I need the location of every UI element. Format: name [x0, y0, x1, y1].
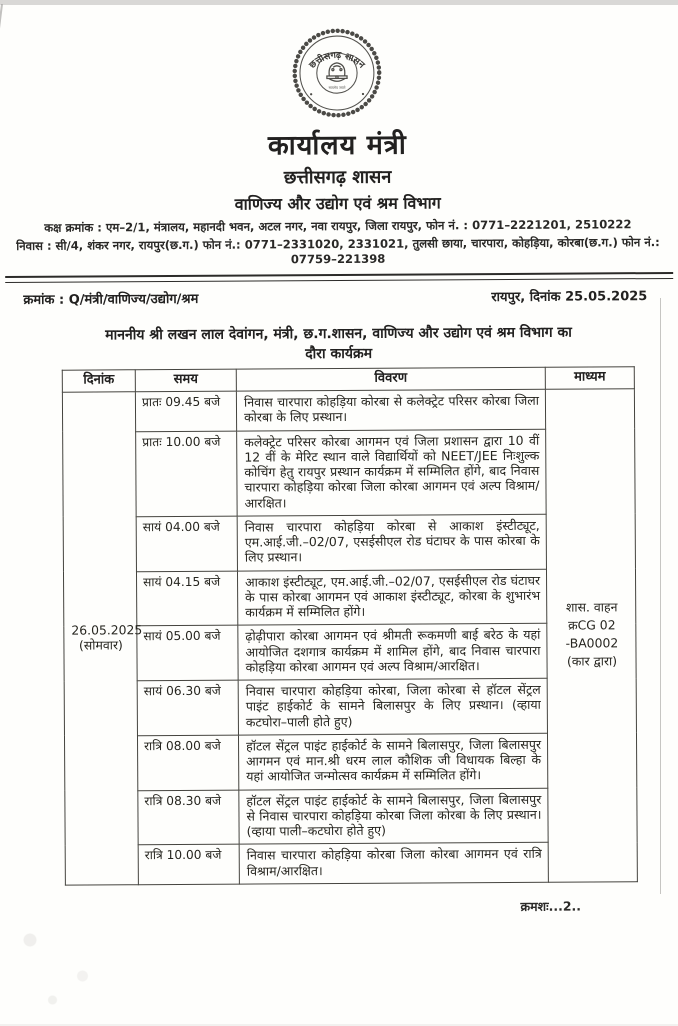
- time-cell: सायं 04.00 बजे: [136, 516, 237, 571]
- details-cell: निवास चारपारा कोहड़िया कोरबा से आकाश इंस्टीट्यूट, एम.आई.जी.–02/07, एसईसीएल रोड घंटाघर के पास कोरबा के लिए प्रस्थान।: [237, 514, 546, 571]
- medium-line: शास. वाहन: [565, 599, 618, 615]
- column-header-time: समय: [135, 370, 236, 392]
- seal-motto-text: सत्यमेव जयते: [328, 85, 346, 90]
- column-header-details: विवरण: [236, 368, 545, 392]
- lion-capital-icon: [327, 63, 347, 81]
- time-cell: रात्रि 10.00 बजे: [138, 845, 239, 885]
- time-cell: सायं 05.00 बजे: [137, 626, 238, 681]
- chhattisgarh-state-emblem-icon: [289, 25, 386, 122]
- residence-address-line: निवास : सी/4, शंकर नगर, रायपुर(छ.ग.) फोन नं.: 0771–2331020, 2331021, तुलसी छाया, चारपारा, कोहड़िया, कोरबा(छ.ग.) फोन नं.: 07759–221398: [16, 235, 660, 267]
- place-and-date: रायपुर, दिनांक 25.05.2025: [491, 289, 648, 306]
- details-cell: हॉटल सेंट्रल पाइंट हाईकोर्ट के सामने बिलासपुर, जिला बिलासपुर आगमन एवं मान.श्री धरम लाल कौशिक जी विधायक बिल्हा के यहां आयोजित जन्मोत्सव कार्यक्रम में सम्मिलित होंगे।: [238, 733, 547, 790]
- government-name: छत्तीसगढ़ शासन: [283, 166, 392, 189]
- time-cell: प्रातः 10.00 बजे: [136, 431, 238, 517]
- details-cell: हॉटल सेंट्रल पाइंट हाईकोर्ट के सामने बिलासपुर, जिला बिलासपुर से निवास चारपारा कोहड़िया कोरबा जिला कोरबा के लिए प्रस्थान। (व्हाया पाली–कटघोरा होते हुए): [239, 788, 548, 845]
- time-cell: रात्रि 08.00 बजे: [137, 735, 238, 790]
- details-cell: कलेक्ट्रेट परिसर कोरबा आगमन एवं जिला प्रशासन द्वारा 10 वीं 12 वीं के मेरिट स्थान वाले विद्यार्थियों को NEET/JEE निःशुल्क कोचिंग हेतु रायपुर प्रस्थान कार्यक्रम में सम्मिलित होंगे, बाद निवास चारपारा कोहड़िया कोरबा जिला कोरबा आगमन एवं अल्प विश्राम/आरक्षित।: [237, 429, 547, 516]
- details-cell: ढ़ोढ़ीपारा कोरबा आगमन एवं श्रीमती रूकमणी बाई बरेठ के यहां आयोजित दशगात्र कार्यक्रम में शामिल होंगे, बाद निवास चारपारा कोहड़िया कोरबा आगमन एवं अल्प विश्राम/आरक्षित।: [238, 624, 547, 681]
- time-cell: रात्रि 08.30 बजे: [138, 790, 239, 845]
- seal-dot-right: [362, 93, 364, 95]
- table-row: [62, 389, 634, 432]
- medium-line: (कार द्वारा): [566, 653, 618, 669]
- department-name: वाणिज्य और उद्योग एवं श्रम विभाग: [234, 193, 441, 214]
- office-address-line: कक्ष क्रमांक : एम–2/1, मंत्रालय, महानदी भवन, अटल नगर, नवा रायपुर, जिला रायपुर, फोन नं. : 0771–2221201, 2510222: [44, 217, 632, 235]
- column-header-medium: माध्यम: [545, 367, 634, 389]
- details-cell: आकाश इंस्टीट्यूट, एम.आई.जी.–02/07, एसईसीएल रोड घंटाघर के पास कोरबा आगमन एवं आकाश इंस्टीट्यूट, कोरबा के शुभारंभ कार्यक्रम में सम्मिलित होंगे।: [237, 569, 546, 626]
- date-weekday: (सोमवार): [78, 637, 123, 653]
- reference-number: क्रमांक : Q/मंत्री/वाणिज्य/उद्योग/श्रम: [23, 292, 199, 309]
- subject-title-line1: माननीय श्री लखन लाल देवांगन, मंत्री, छ.ग.शासन, वाणिज्य और उद्योग एवं श्रम विभाग का: [105, 324, 572, 344]
- subject-title-line2: दौरा कार्यक्रम: [305, 346, 373, 363]
- header-divider: [5, 272, 673, 283]
- time-cell: सायं 06.30 बजे: [137, 680, 238, 735]
- date-cell: [62, 392, 143, 885]
- tour-schedule-table: [62, 367, 638, 886]
- details-cell: निवास चारपारा कोहड़िया कोरबा से कलेक्ट्रेट परिसर कोरबा जिला कोरबा के लिए प्रस्थान।: [236, 389, 545, 430]
- medium-cell: [545, 389, 637, 882]
- details-cell: निवास चारपारा कोहड़िया कोरबा जिला कोरबा आगमन एवं रात्रि विश्राम/आरक्षित।: [239, 843, 548, 884]
- seal-curved-text: छत्तीसगढ़ शासन: [307, 50, 367, 71]
- state-emblem: [0, 23, 676, 123]
- details-cell: निवास चारपारा कोहड़िया कोरबा, जिला कोरबा से हॉटल सेंट्रल पाइंट हाईकोर्ट के सामने बिलासपुर के लिए प्रस्थान। (व्हाया कटघोरा–पाली होते हुए): [238, 678, 547, 735]
- medium-line: -BA0002: [565, 635, 619, 651]
- medium-line: क्रCG 02: [568, 617, 616, 633]
- column-header-date: दिनांक: [62, 370, 135, 392]
- date-value: 26.05.2025: [71, 622, 143, 638]
- time-cell: सायं 04.15 बजे: [136, 571, 237, 626]
- time-cell: प्रातः 09.45 बजे: [135, 391, 236, 431]
- office-title: कार्यालय मंत्री: [267, 129, 407, 162]
- reference-line: [0, 286, 677, 308]
- seal-dot-left: [310, 93, 312, 95]
- continuation-marker: क्रमशः...2..: [520, 898, 582, 914]
